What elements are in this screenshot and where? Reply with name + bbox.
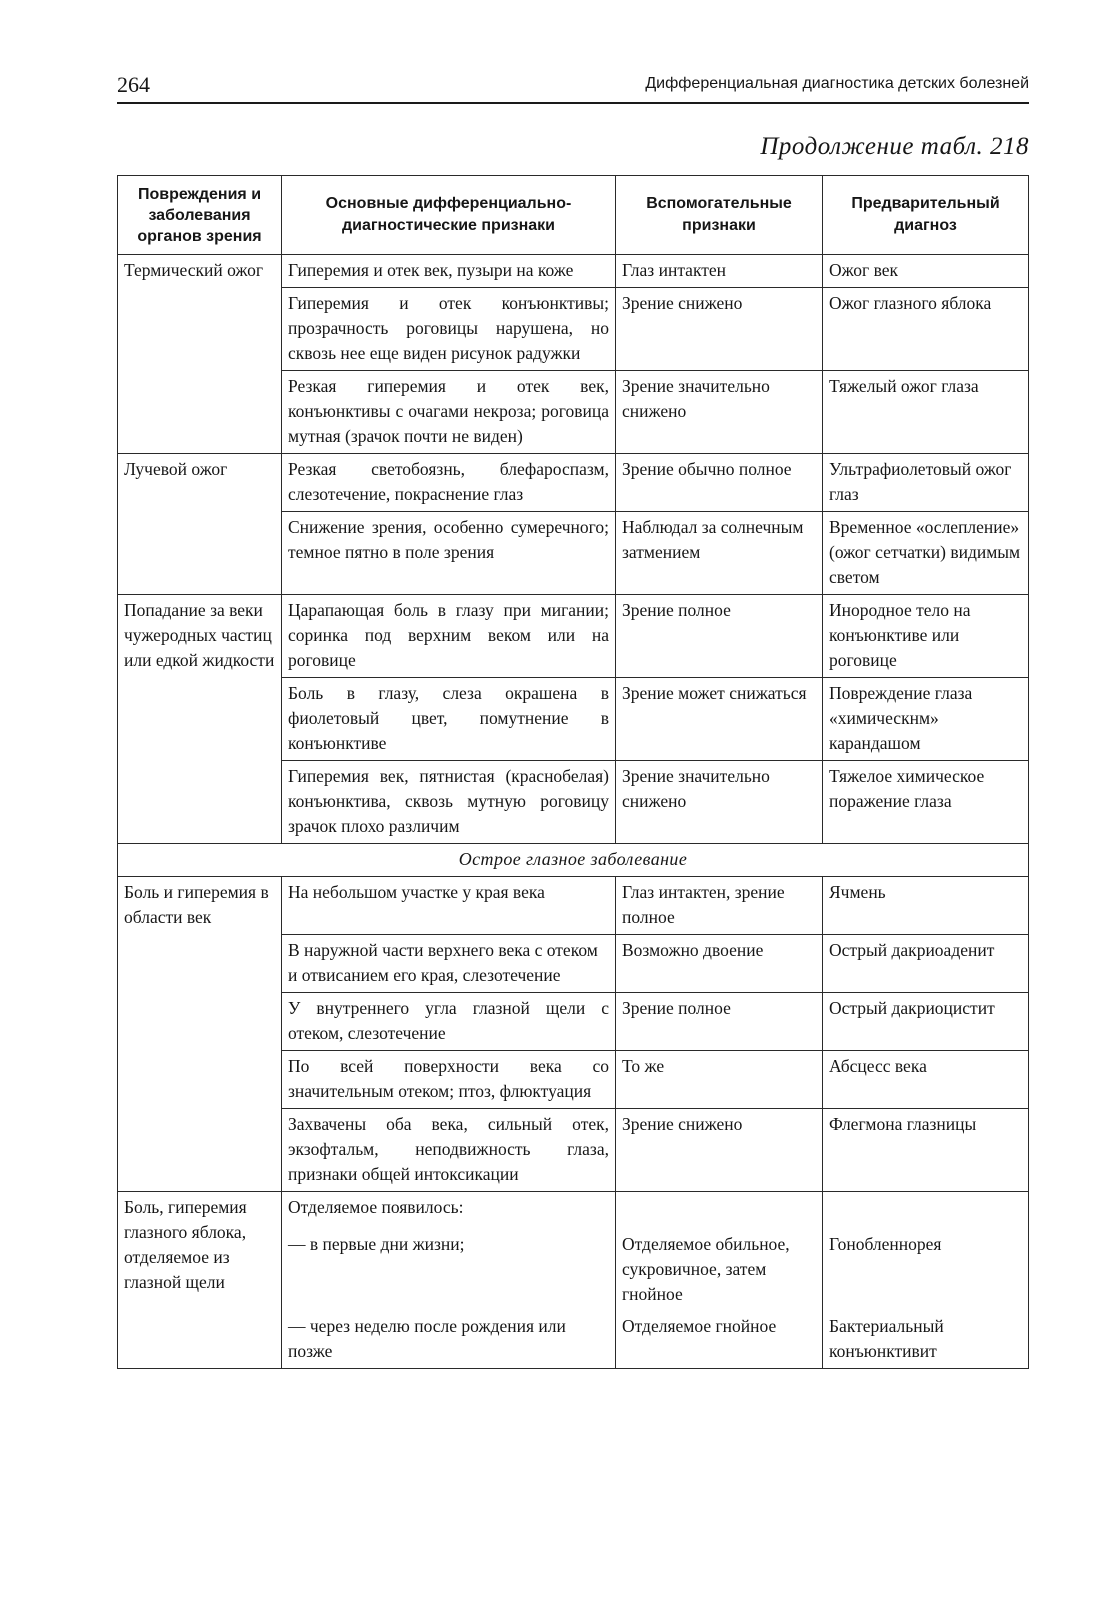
table-row [118, 454, 1029, 512]
auxiliary-sign: Зрение снижено [616, 288, 823, 371]
group-label: Боль и гиперемия в области век [118, 877, 282, 1192]
table-row [118, 1192, 1029, 1369]
diagnosis: Бактериальный конъюнктивит [829, 1316, 944, 1361]
main-sign: В наружной части верхнего века с отеком и отвисанием его края, слезотечение [282, 935, 616, 993]
diagnosis: Абсцесс века [823, 1051, 1029, 1109]
diagnosis-block [823, 1192, 1029, 1369]
auxiliary-sign: Зрение полное [616, 595, 823, 678]
column-header: Основные дифференциально-диагностические признаки [282, 176, 616, 255]
diagnosis: Ожог век [823, 255, 1029, 288]
diagnosis: Инородное тело на конъюнктиве или роговице [823, 595, 1029, 678]
diagnosis: Флегмона глазницы [823, 1109, 1029, 1192]
auxiliary-sign: Отделяемое обильное, сукровичное, затем гнойное [622, 1234, 790, 1304]
main-sign-intro: Отделяемое появилось: [288, 1197, 464, 1217]
page-header [117, 70, 1029, 104]
diagnosis: Повреждение глаза «химическнм» карандашом [823, 678, 1029, 761]
column-header: Повреждения и заболевания органов зрения [118, 176, 282, 255]
main-sign: Гиперемия и отек век, пузыри на коже [282, 255, 616, 288]
diagnosis: Острый дакриоцистит [823, 993, 1029, 1051]
main-sign: Гиперемия и отек конъюнктивы; прозрачность роговицы нарушена, но сквозь нее еще виден рисунок радужки [282, 288, 616, 371]
main-sign: Снижение зрения, особенно сумеречного; темное пятно в поле зрения [282, 512, 616, 595]
running-title: Дифференциальная диагностика детских болезней [645, 75, 1029, 92]
section-title: Острое глазное заболевание [118, 844, 1029, 877]
auxiliary-sign: Наблюдал за солнечным затмением [616, 512, 823, 595]
column-header: Предварительный диагноз [823, 176, 1029, 255]
auxiliary-sign: Отделяемое гнойное [622, 1316, 777, 1336]
table-row [118, 595, 1029, 678]
auxiliary-sign: Зрение полное [616, 993, 823, 1051]
auxiliary-sign: Зрение значительно снижено [616, 761, 823, 844]
diagnosis: Тяжелое химическое поражение глаза [823, 761, 1029, 844]
diagnosis: Ожог глазного яблока [823, 288, 1029, 371]
group-label: Боль, гиперемия глазного яблока, отделяемое из глазной щели [118, 1192, 282, 1369]
diagnosis: Ячмень [823, 877, 1029, 935]
main-sign: Боль в глазу, слеза окрашена в фиолетовый цвет, помутнение в конъюнктиве [282, 678, 616, 761]
diagnosis: Острый дакриоаденит [823, 935, 1029, 993]
group-label: Лучевой ожог [118, 454, 282, 595]
auxiliary-sign: То же [616, 1051, 823, 1109]
auxiliary-sign: Зрение обычно полное [616, 454, 823, 512]
auxiliary-sign: Глаз интактен, зрение полное [616, 877, 823, 935]
header-row [118, 176, 1029, 255]
main-sign: По всей поверхности века со значительным отеком; птоз, флюктуация [282, 1051, 616, 1109]
main-sign: — через неделю после рождения или позже [288, 1316, 566, 1361]
auxiliary-sign: Глаз интактен [616, 255, 823, 288]
table-row [118, 877, 1029, 935]
diagnosis: Ультрафиолетовый ожог глаз [823, 454, 1029, 512]
group-label: Попадание за веки чужеродных частиц или едкой жидкости [118, 595, 282, 844]
main-sign: У внутреннего угла глазной щели с отеком, слезотечение [282, 993, 616, 1051]
auxiliary-sign: Зрение снижено [616, 1109, 823, 1192]
page-number: 264 [117, 72, 150, 97]
main-sign: Резкая светобоязнь, блефароспазм, слезотечение, покраснение глаз [282, 454, 616, 512]
main-sign: Резкая гиперемия и отек век, конъюнктивы с очагами некроза; роговица мутная (зрачок почти не виден) [282, 371, 616, 454]
column-header: Вспомогательные признаки [616, 176, 823, 255]
auxiliary-sign: Возможно двоение [616, 935, 823, 993]
diagnosis-table [117, 175, 1029, 1369]
diagnosis: Временное «ослепление» (ожог сетчатки) видимым светом [823, 512, 1029, 595]
group-label: Термический ожог [118, 255, 282, 454]
main-sign: Захвачены оба века, сильный отек, экзофтальм, неподвижность глаза, признаки общей интоксикации [282, 1109, 616, 1192]
table-row [118, 255, 1029, 288]
main-sign-block [282, 1192, 616, 1369]
table-continuation-caption: Продолжение табл. 218 [760, 133, 1029, 160]
diagnosis: Тяжелый ожог глаза [823, 371, 1029, 454]
auxiliary-sign: Зрение значительно снижено [616, 371, 823, 454]
main-sign: Гиперемия век, пятнистая (краснобелая) конъюнктива, сквозь мутную роговицу зрачок плохо различим [282, 761, 616, 844]
auxiliary-sign: Зрение может снижаться [616, 678, 823, 761]
main-sign: На небольшом участке у края века [282, 877, 616, 935]
main-sign: — в первые дни жизни; [288, 1234, 465, 1254]
diagnosis: Гонобленнорея [829, 1234, 942, 1254]
section-row [118, 844, 1029, 877]
main-sign: Царапающая боль в глазу при мигании; соринка под верхним веком или на роговице [282, 595, 616, 678]
auxiliary-sign-block [616, 1192, 823, 1369]
